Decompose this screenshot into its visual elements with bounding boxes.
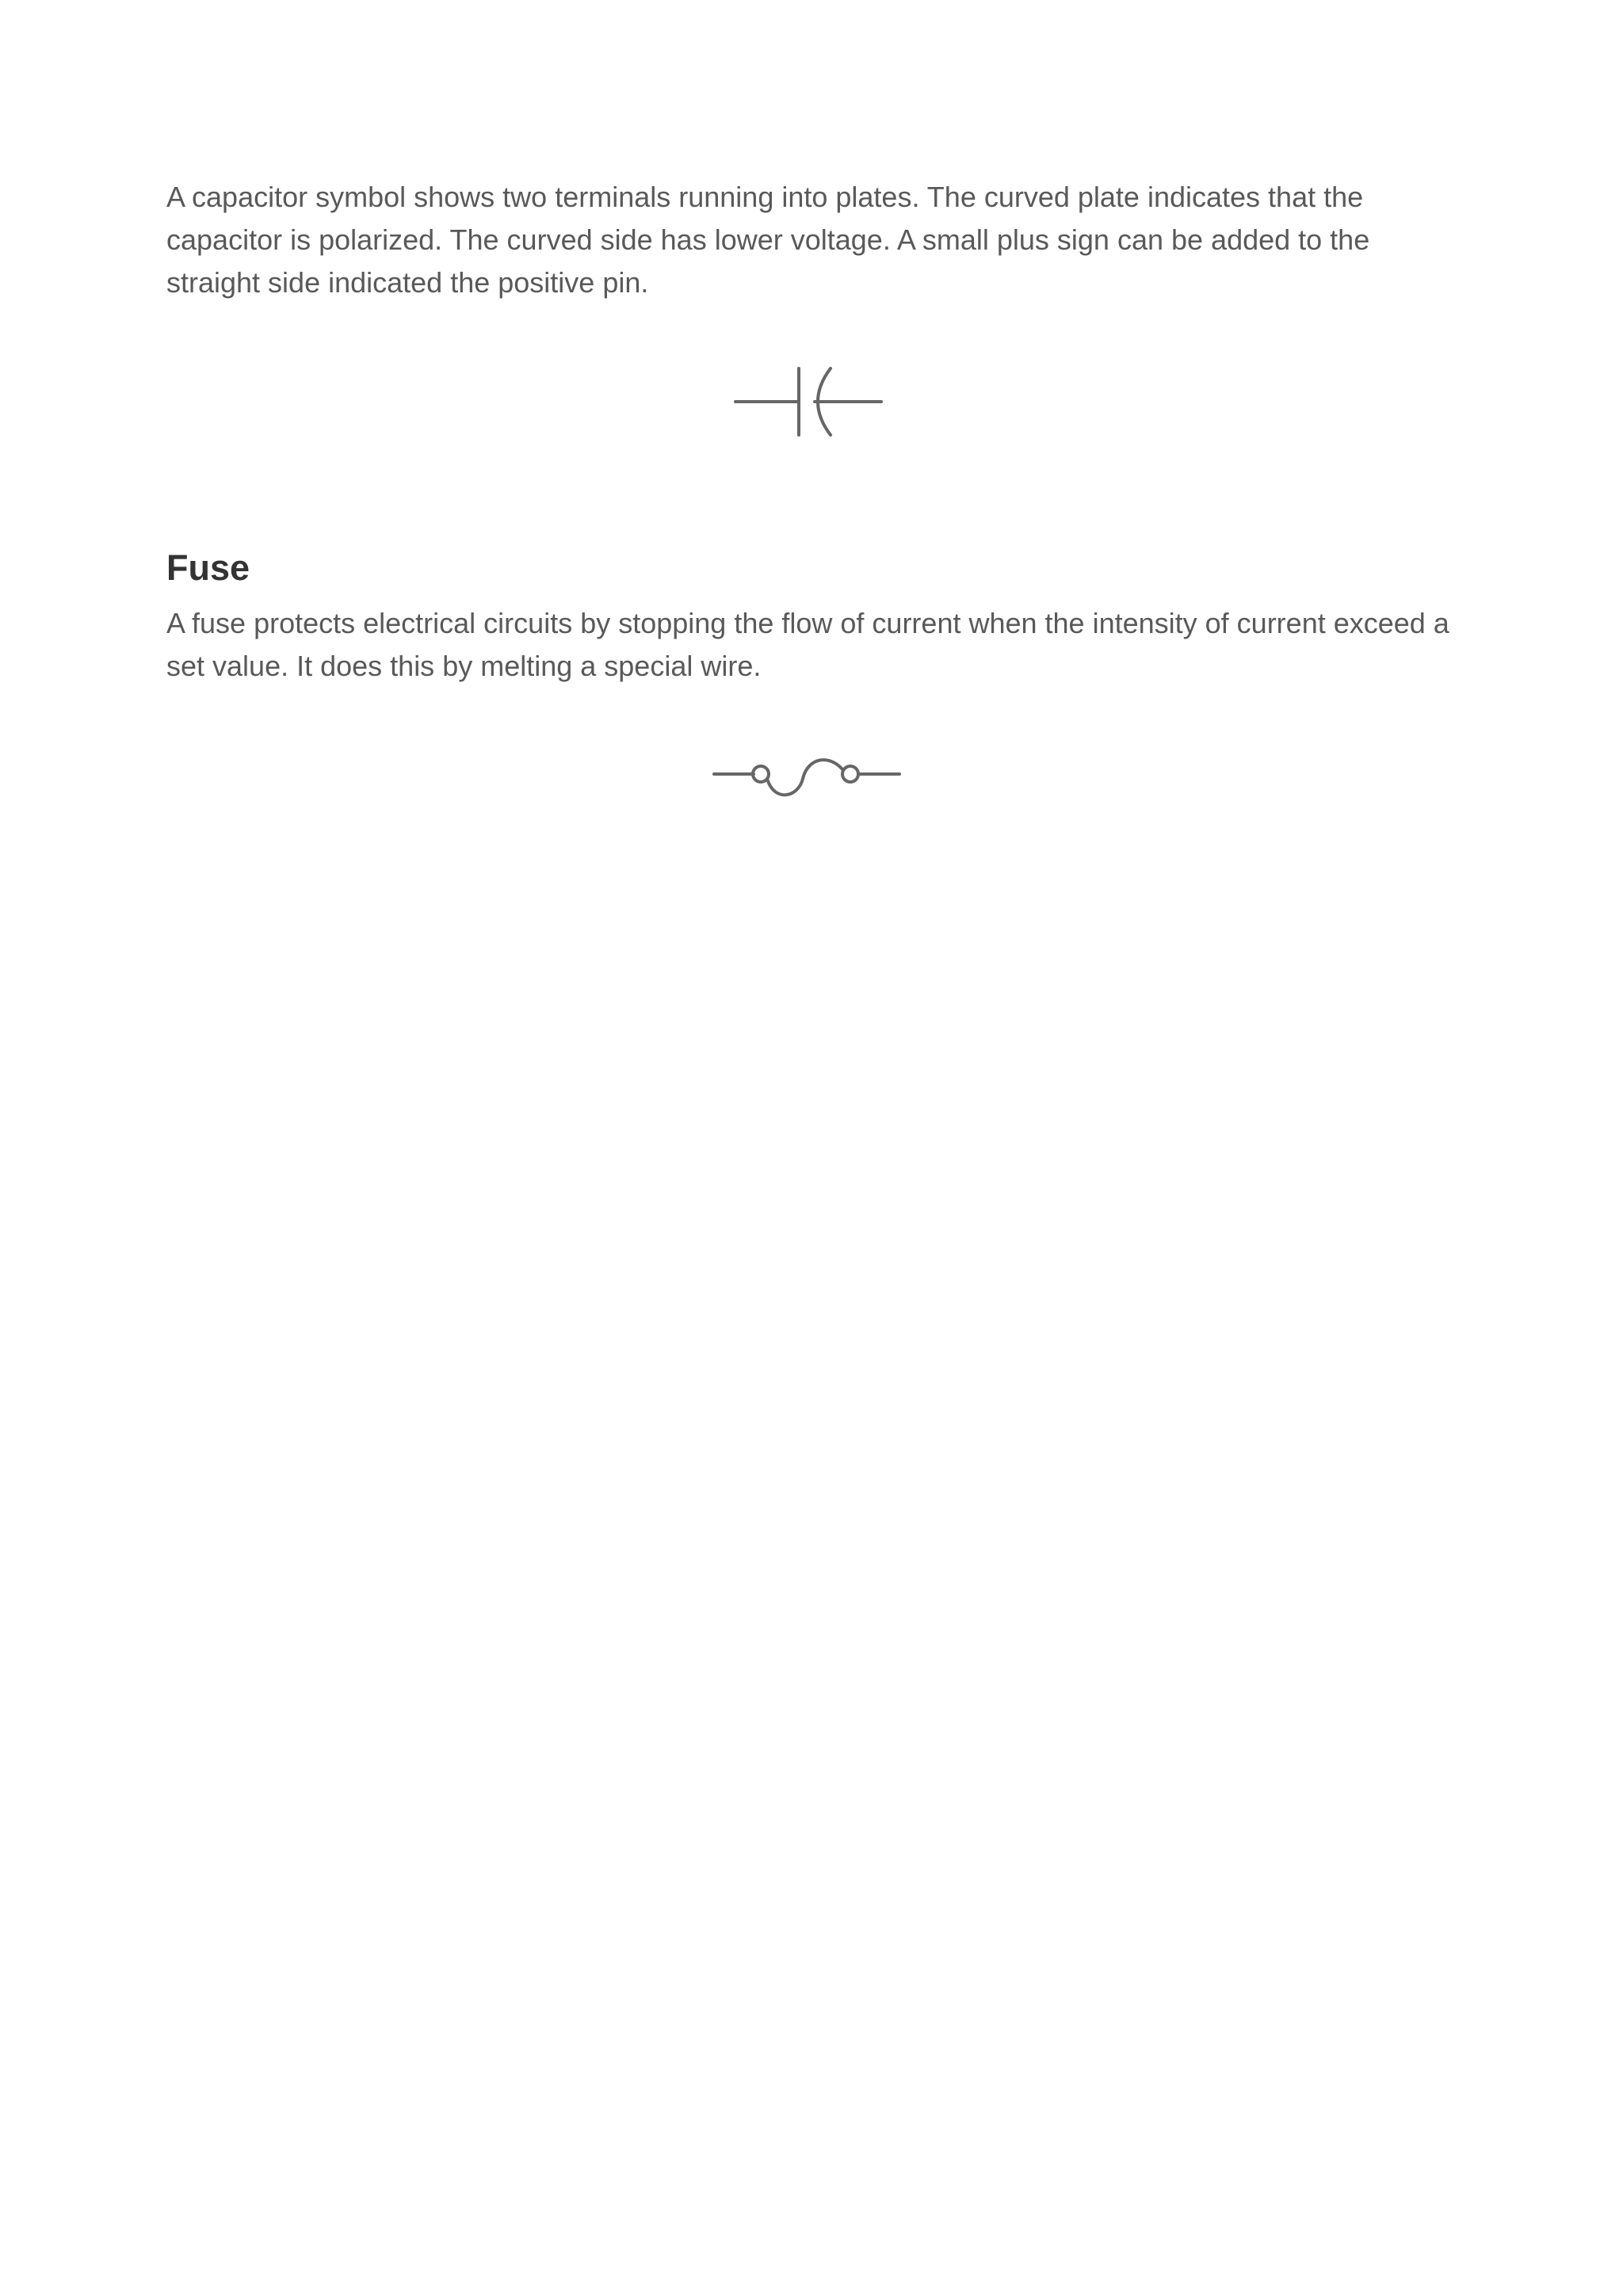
fuse-description: A fuse protects electrical circuits by stopping the flow of current when the intensity of current exceed a set value. It does this by melting a special wire. bbox=[166, 607, 1449, 682]
fuse-wire bbox=[767, 760, 842, 795]
fuse-symbol-icon bbox=[709, 749, 907, 804]
polarized-capacitor-symbol-icon bbox=[729, 360, 888, 440]
fuse-right-terminal bbox=[842, 766, 858, 782]
fuse-heading: Fuse bbox=[166, 547, 250, 588]
capacitor-description: A capacitor symbol shows two terminals running into plates. The curved plate indicates that the capacitor is polarized. The curved side has lower voltage. A small plus sign can be added to the straight side indicated the positive pin. bbox=[166, 181, 1370, 299]
